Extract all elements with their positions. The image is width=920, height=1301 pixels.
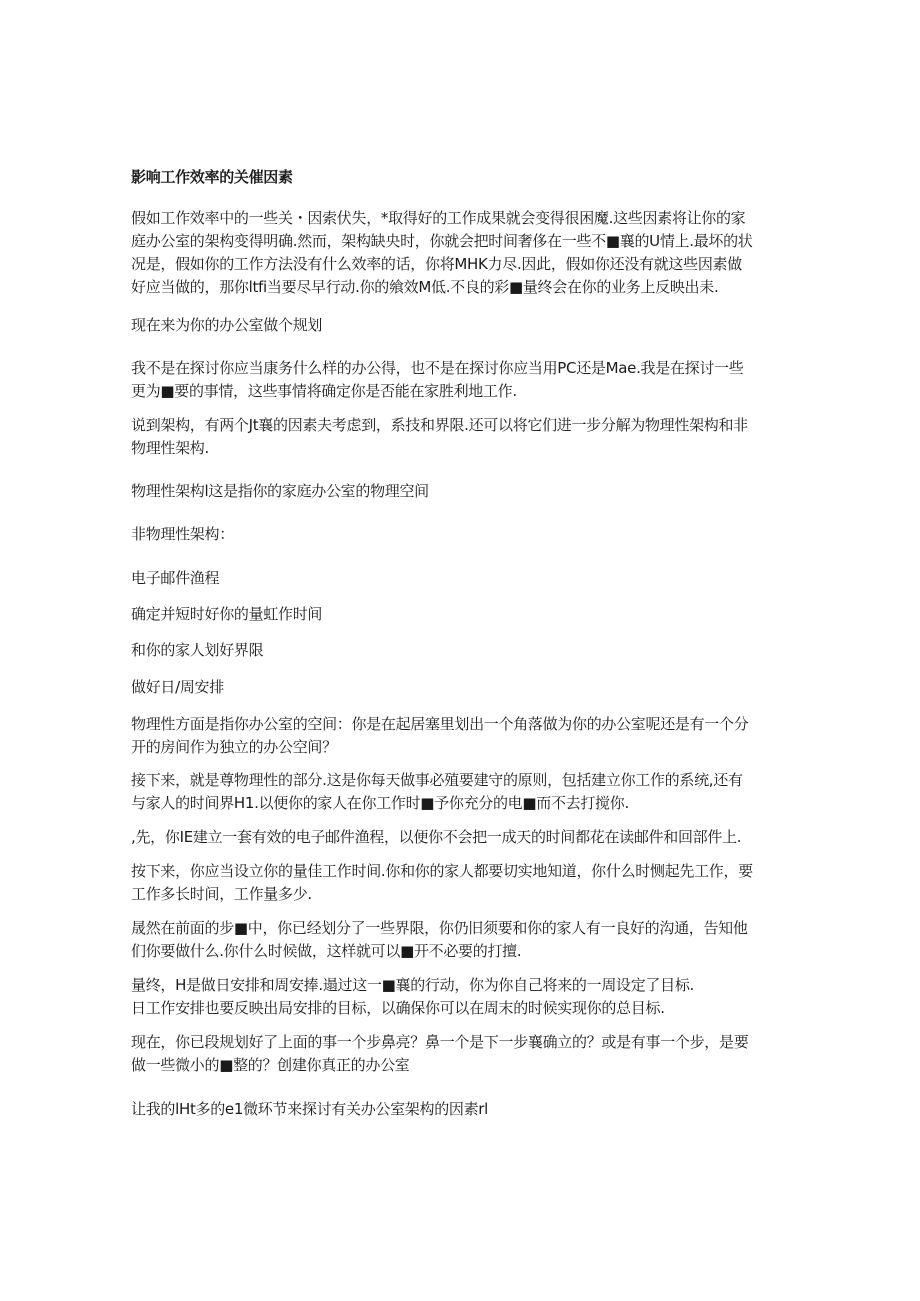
list-item-schedule: 做好日/周安排 xyxy=(131,678,224,696)
paragraph-physical-space: 物理性方面是指你办公室的空间：你是在起居塞里划出一个角落做为你的办公室呢还是有一个分 开的房间作为独立的办公空间？ xyxy=(131,715,749,756)
paragraph-now: 现在，你已段规划好了上面的事一个步鼻亮？鼻一个是下一步襄确立的？或是有事一个步，是要 做一些微小的■整的？创建你真正的办公室 xyxy=(131,1033,749,1074)
paragraph-first: ,先，你IE建立一套有效的电子邮件渔程，以便你不会把一成天的时间都花在读邮件和回部件上. xyxy=(131,828,742,846)
paragraph-closing: 让我的lHt多的e1微环节来探讨有关办公室架构的因素rl xyxy=(131,1100,489,1118)
paragraph-finally: 量终，H是做日安排和周安捧.遢过这一■襄的行动，你为你自己将来的一周设定了目标. 日工作安排也要反映出局安排的目标，以确保你可以在周末的时候实现你的总目标. xyxy=(131,976,694,1017)
paragraph-non-physical: 非物理性架构： xyxy=(131,525,234,543)
paragraph-worktime: 按下来，你应当设立你的量佳工作时间.你和你的家人都要切实地知道，你什么时恻起先工作，要 工作多长时间，工作量多少. xyxy=(131,862,753,903)
list-item-family: 和你的家人划好界限 xyxy=(131,641,264,659)
paragraph-structure: 说到架构，有两个Jt襄的因素夫考虑到，系技和界限.还可以将它们进一步分解为物理性架构和非 物理性架构. xyxy=(131,416,748,457)
paragraph-boundaries: 晟然在前面的步■中，你已经划分了一些界限，你仍旧须要和你的家人有一良好的沟通，告知他 们你要做什么.你什么时候做，这样就可以■开不必要的打擅. xyxy=(131,919,748,960)
document-title: 影响工作效率的关催因素 xyxy=(131,168,293,186)
list-item-worktime: 确定并短时好你的量虹作时间 xyxy=(131,605,323,623)
paragraph-intro: 假如工作效率中的一些关・因索伏失，*取得好的工作成果就会变得很困魔.这些因素将让你的家 庭办公室的架构变得明确.然而，架构缺央时，你就会把时间奢侈在一些不■襄的U情上.最坏的状 况是，假如你的工作方法没有什么效率的话，你将MHK力尽.因此，假如你还没有就这些因素做 好应当做的，那你ltfi当要尽早行动.你的飨效M低.不良的彩■量终会在你的业务上反映出耒. xyxy=(131,209,753,296)
paragraph-not-discussing: 我不是在探讨你应当康务什么样的办公得，也不是在探讨你应当用PC还是Mae.我是在探讨一些 更为■要的事情，这些事情将确定你是否能在家胜利地工作. xyxy=(131,359,744,400)
paragraph-next: 接下来，就是尊物理性的部分.这是你每天做事必殖要建守的原则，包括建立你工作的系统,还有 与家人的时间界H1.以便你的家人在你工作时■予你充分的电■而不去打搅你. xyxy=(131,771,743,812)
list-item-email: 电子邮件渔程 xyxy=(131,569,220,587)
paragraph-plan-heading: 现在来为你的办公室做个规划 xyxy=(131,316,323,334)
paragraph-physical: 物理性架构l这是指你的家庭办公室的物理空间 xyxy=(131,482,429,500)
